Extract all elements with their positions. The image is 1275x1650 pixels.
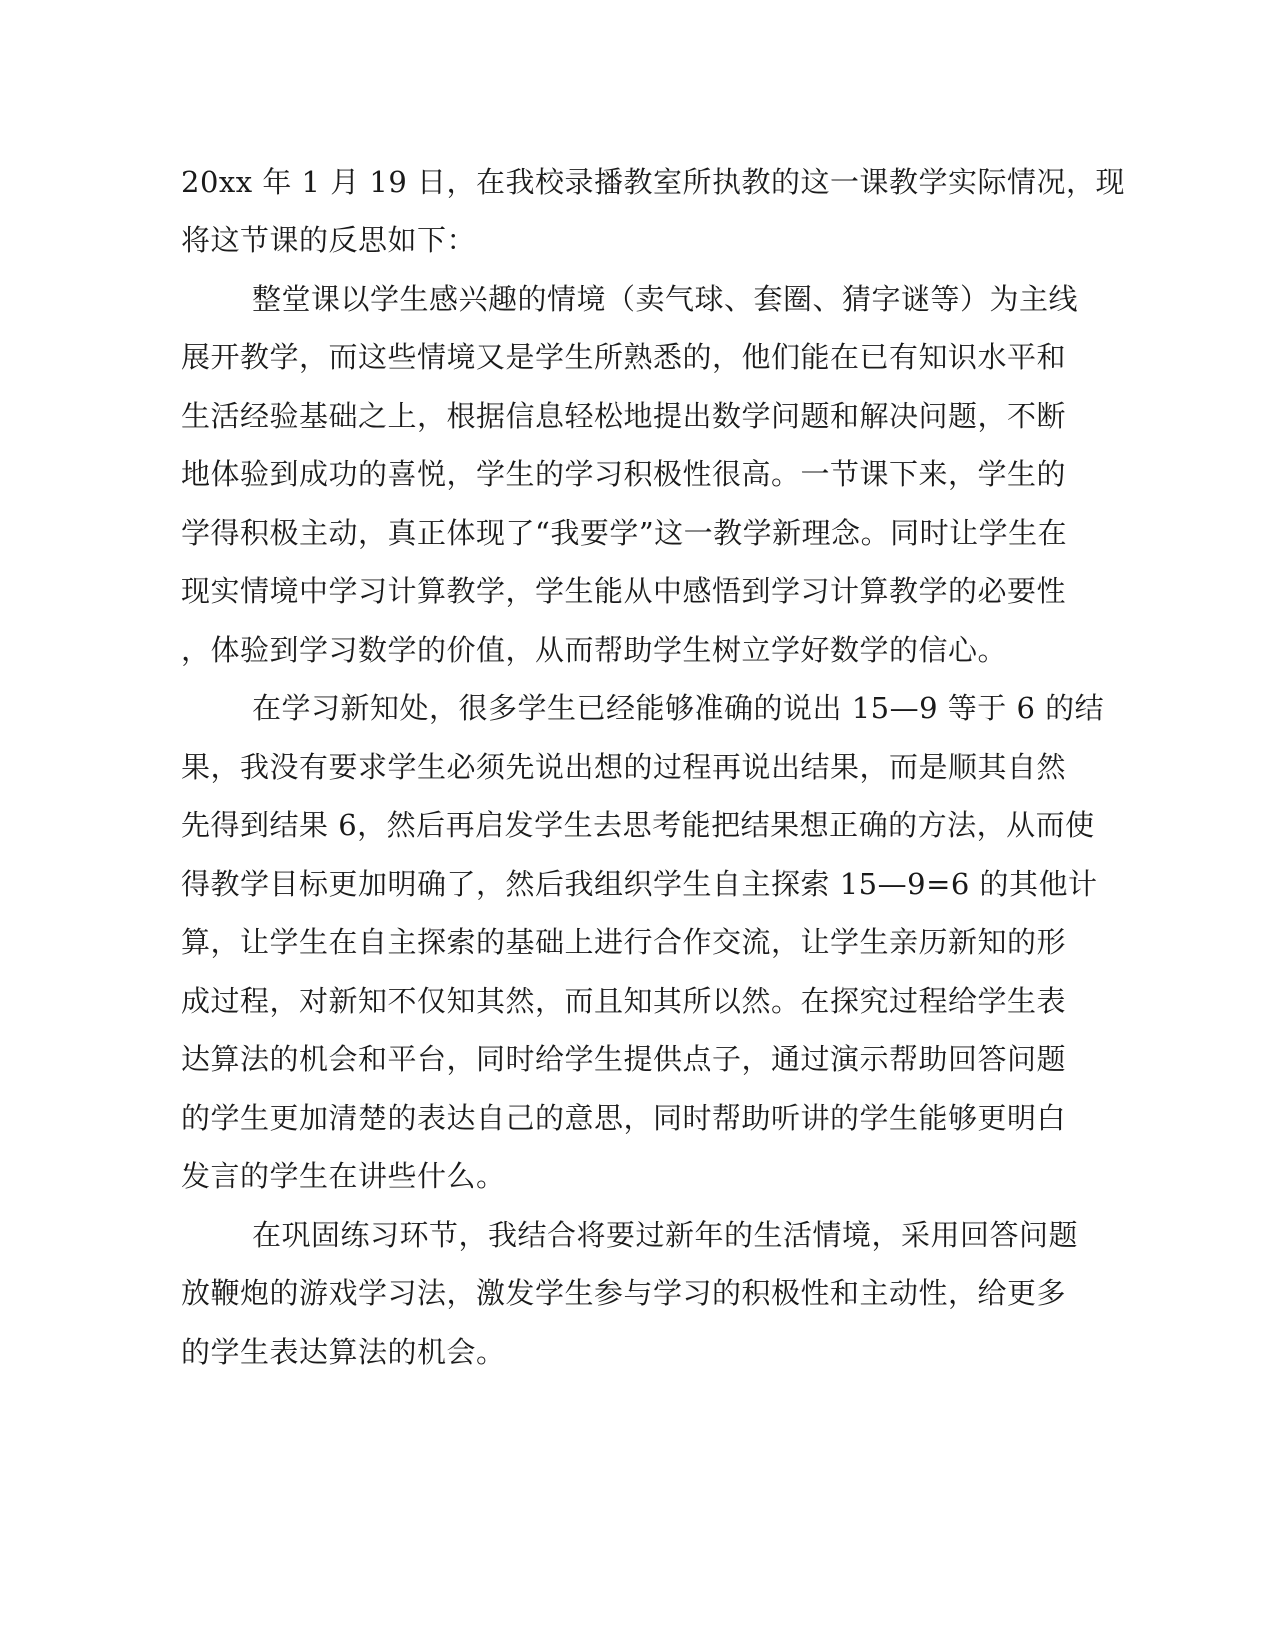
text-line: 现实情境中学习计算教学，学生能从中感悟到学习计算教学的必要性	[181, 574, 1067, 608]
text-line: 果，我没有要求学生必须先说出想的过程再说出结果，而是顺其自然	[181, 750, 1067, 784]
text-line: 20xx 年 1 月 19 日，在我校录播教室所执教的这一课教学实际情况，现	[181, 165, 1126, 199]
text-line: 放鞭炮的游戏学习法，激发学生参与学习的积极性和主动性，给更多	[181, 1276, 1067, 1310]
paragraph-start-line: 在巩固练习环节，我结合将要过新年的生活情境，采用回答问题	[252, 1218, 1079, 1252]
text-line: 将这节课的反思如下：	[181, 223, 477, 257]
text-line: 的学生表达算法的机会。	[181, 1335, 506, 1369]
text-line: 的学生更加清楚的表达自己的意思，同时帮助听讲的学生能够更明白	[181, 1101, 1067, 1135]
paragraph-start-line: 整堂课以学生感兴趣的情境（卖气球、套圈、猜字谜等）为主线	[252, 282, 1079, 316]
text-line: 达算法的机会和平台，同时给学生提供点子，通过演示帮助回答问题	[181, 1042, 1067, 1076]
text-line: 得教学目标更加明确了，然后我组织学生自主探索 15—9=6 的其他计	[181, 867, 1098, 901]
text-line: 成过程，对新知不仅知其然，而且知其所以然。在探究过程给学生表	[181, 984, 1067, 1018]
text-line: 地体验到成功的喜悦，学生的学习积极性很高。一节课下来，学生的	[181, 457, 1067, 491]
text-line: ，体验到学习数学的价值，从而帮助学生树立学好数学的信心。	[181, 633, 1008, 667]
text-line: 算，让学生在自主探索的基础上进行合作交流，让学生亲历新知的形	[181, 925, 1067, 959]
text-line: 生活经验基础之上，根据信息轻松地提出数学问题和解决问题，不断	[181, 399, 1067, 433]
text-line: 学得积极主动，真正体现了“我要学”这一教学新理念。同时让学生在	[181, 516, 1068, 550]
text-line: 展开教学，而这些情境又是学生所熟悉的，他们能在已有知识水平和	[181, 340, 1067, 374]
text-line: 发言的学生在讲些什么。	[181, 1159, 506, 1193]
text-line: 先得到结果 6，然后再启发学生去思考能把结果想正确的方法，从而使	[181, 808, 1095, 842]
paragraph-start-line: 在学习新知处，很多学生已经能够准确的说出 15—9 等于 6 的结	[252, 691, 1105, 725]
